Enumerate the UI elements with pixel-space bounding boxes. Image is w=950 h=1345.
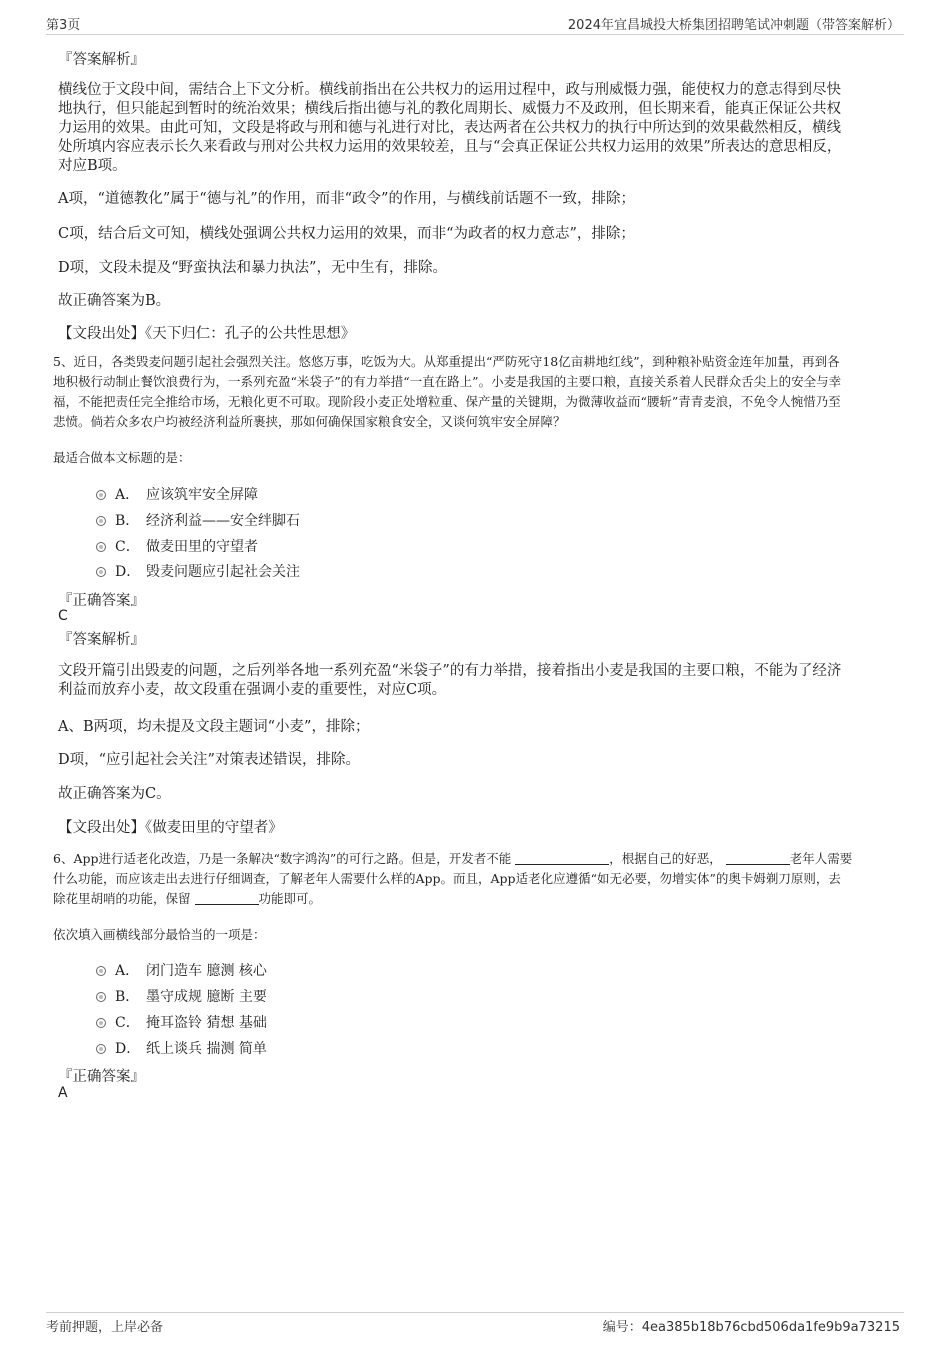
- radio-icon[interactable]: [96, 567, 106, 577]
- analysis-line: 地执行，但只能起到暂时的统治效果；横线后指出德与礼的教化周期长、威慑力不及政刑，但长期来看，能真正保证公共权: [58, 101, 841, 117]
- question-6-stem: [53, 849, 905, 909]
- stem-line: [53, 889, 905, 909]
- option-text: 掩耳盗铃 猜想 基础: [146, 1015, 267, 1031]
- analysis-line: 处所填内容应表示长久来看政与刑对公共权力运用的效果较差，且与“会真正保证公共权力运用的效果”所表达的意思相反，: [58, 139, 842, 155]
- stem-line: 福，不能把责任完全推给市场，无粮化更不可取。现阶段小麦正处增粒重、保产量的关键期，为微薄收益而“腰斩”青青麦浪，不免令人惋惜乃至: [53, 394, 841, 409]
- question-prompt: 最适合做本文标题的是：: [53, 450, 191, 465]
- option-d[interactable]: [96, 561, 300, 581]
- page-footer: [46, 1312, 904, 1335]
- analysis-paragraph: [58, 662, 893, 700]
- fill-blank: [726, 852, 790, 865]
- option-d[interactable]: [96, 1038, 267, 1058]
- option-letter: C．: [115, 539, 140, 555]
- option-letter: A．: [115, 963, 140, 979]
- conclusion: 故正确答案为B。: [58, 293, 171, 309]
- analysis-heading: 『答案解析』: [58, 52, 145, 68]
- option-c-note: C项，结合后文可知，横线处强调公共权力运用的效果，而非“为政者的权力意志”，排除；: [58, 226, 635, 242]
- radio-icon[interactable]: [96, 966, 106, 976]
- fill-blank: [195, 892, 259, 905]
- option-text: 闭门造车 臆测 核心: [146, 963, 267, 979]
- correct-answer-heading: 『正确答案』: [58, 1069, 145, 1085]
- option-b[interactable]: [96, 510, 300, 530]
- page-number: 第3页: [46, 18, 81, 33]
- radio-icon[interactable]: [96, 1044, 106, 1054]
- code-value: 4ea385b18b76cbd506da1fe9b9a73215: [641, 1320, 900, 1335]
- option-letter: B．: [115, 989, 140, 1005]
- option-letter: C．: [115, 1015, 140, 1031]
- stem-line: [53, 849, 905, 869]
- option-text: 做麦田里的守望者: [146, 539, 258, 555]
- page-header: [46, 14, 904, 35]
- document-title: 2024年宜昌城投大桥集团招聘笔试冲刺题（带答案解析）: [567, 18, 900, 33]
- option-text: 纸上谈兵 揣测 简单: [146, 1041, 267, 1057]
- correct-answer: C: [58, 608, 68, 624]
- document-code: [603, 1316, 900, 1335]
- option-a[interactable]: [96, 484, 258, 504]
- fill-blank: [515, 852, 609, 865]
- radio-icon[interactable]: [96, 490, 106, 500]
- radio-icon[interactable]: [96, 1018, 106, 1028]
- footer-slogan: 考前押题，上岸必备: [46, 1320, 164, 1335]
- radio-icon[interactable]: [96, 542, 106, 552]
- option-letter: D．: [115, 1041, 141, 1057]
- analysis-line: 横线位于文段中间，需结合上下文分析。横线前指出在公共权力的运用过程中，政与刑威慑力强，能使权力的意志得到尽快: [58, 82, 841, 98]
- option-d-note: D项，文段未提及“野蛮执法和暴力执法”，无中生有，排除。: [58, 260, 447, 276]
- option-letter: A．: [115, 487, 140, 503]
- option-text: 墨守成规 臆断 主要: [146, 989, 267, 1005]
- analysis-heading: 『答案解析』: [58, 632, 145, 648]
- analysis-line: 利益而放弃小麦，故文段重在强调小麦的重要性，对应C项。: [58, 682, 447, 698]
- radio-icon[interactable]: [96, 992, 106, 1002]
- conclusion: 故正确答案为C。: [58, 786, 171, 802]
- option-a-note: A项，“道德教化”属于“德与礼”的作用，而非“政令”的作用，与横线前话题不一致，排除；: [58, 191, 635, 207]
- option-b[interactable]: [96, 986, 267, 1006]
- text-source: 【文段出处】《做麦田里的守望者》: [58, 820, 283, 836]
- option-c[interactable]: [96, 536, 258, 556]
- radio-icon[interactable]: [96, 516, 106, 526]
- question-prompt: 依次填入画横线部分最恰当的一项是：: [53, 927, 266, 942]
- question-5-stem: [53, 352, 905, 432]
- option-ab-note: A、B两项，均未提及文段主题词“小麦”，排除；: [58, 719, 370, 735]
- option-letter: B．: [115, 513, 140, 529]
- option-c[interactable]: [96, 1012, 267, 1032]
- stem-line: 地积极行动制止餐饮浪费行为，一系列充盈“米袋子”的有力举措“一直在路上”。小麦是我国的主要口粮，直接关系着人民群众舌尖上的安全与幸: [53, 374, 842, 389]
- stem-text: 老年人需要: [789, 851, 853, 866]
- correct-answer-heading: 『正确答案』: [58, 593, 145, 609]
- analysis-paragraph: [58, 81, 893, 176]
- option-a[interactable]: [96, 960, 267, 980]
- stem-line: 什么功能，而应该走出去进行仔细调查，了解老年人需要什么样的App。而且，App适老化应遵循“如无必要，勿增实体”的奥卡姆剃刀原则，去: [53, 871, 841, 886]
- stem-text: ，根据自己的好恶，: [609, 851, 722, 866]
- stem-line: 悲愤。倘若众多农户均被经济利益所裹挟，那如何确保国家粮食安全，又谈何筑牢安全屏障？: [53, 414, 566, 429]
- stem-text: 功能即可。: [258, 891, 322, 906]
- option-text: 应该筑牢安全屏障: [146, 487, 258, 503]
- analysis-line: 力运用的效果。由此可知，文段是将政与刑和德与礼进行对比，表达两者在公共权力的执行中所达到的效果截然相反，横线: [58, 120, 841, 136]
- correct-answer: A: [58, 1085, 68, 1101]
- analysis-line: 对应B项。: [58, 158, 127, 174]
- text-source: 【文段出处】《天下归仁：孔子的公共性思想》: [58, 326, 356, 342]
- option-text: 毁麦问题应引起社会关注: [146, 564, 300, 580]
- stem-text: 6、App进行适老化改造，乃是一条解决“数字鸿沟”的可行之路。但是，开发者不能: [53, 851, 512, 866]
- analysis-line: 文段开篇引出毁麦的问题，之后列举各地一系列充盈“米袋子”的有力举措，接着指出小麦是我国的主要口粮，不能为了经济: [58, 663, 842, 679]
- stem-line: 5、近日，各类毁麦问题引起社会强烈关注。悠悠万事，吃饭为大。从郑重提出“严防死守18亿亩耕地红线”，到种粮补贴资金连年加量，再到各: [53, 354, 840, 369]
- stem-text: 除花里胡哨的功能，保留: [53, 891, 191, 906]
- option-letter: D．: [115, 564, 141, 580]
- option-text: 经济利益——安全绊脚石: [146, 513, 300, 529]
- option-d-note: D项，“应引起社会关注”对策表述错误，排除。: [58, 752, 360, 768]
- code-label: 编号：: [602, 1320, 642, 1335]
